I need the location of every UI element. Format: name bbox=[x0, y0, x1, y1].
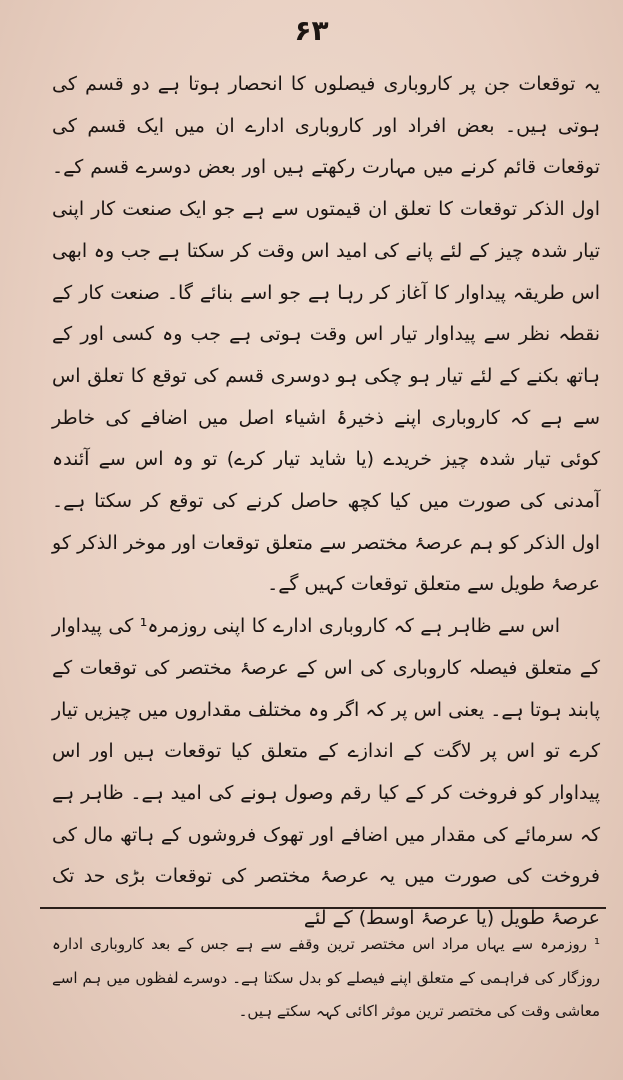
paragraph-1: یہ توقعات جن پر کاروباری فیصلوں کا انحصار ہوتا ہے دو قسم کی ہوتی ہیں۔ بعض افراد اور کاروباری ادارے ان میں ایک قسم کی توقعات قائم کرنے میں مہارت رکھتے ہیں اور بعض دوسرے قسم کے۔ اول الذکر توقعات کا تعلق ان قیمتوں سے ہے جو ایک صنعت کار اپنی تیار شدہ چیز کے لئے پانے کی امید اس وقت کر سکتا ہے جب وہ ابھی اس طریقہ پیداوار کا آغاز کر رہا ہے جو اسے بنائے گا۔ صنعت کار کے نقطہ نظر سے پیداوار تیار اس وقت ہوتی ہے جب وہ کسی اور کے ہاتھ بکنے کے لئے تیار ہو چکی ہو دوسری قسم کی توقع کا تعلق اس سے ہے کہ کاروباری اپنے ذخیرۂ اشیاء اصل میں اضافے کی خاطر کوئی تیار شدہ چیز خریدے (یا شاید تیار کرے) تو وہ اس سے آئندہ آمدنی کی صورت میں کیا کچھ حاصل کرنے کی توقع کر سکتا ہے۔ اول الذکر کو ہم عرصۂ مختصر سے متعلق توقعات اور موخر الذکر کو عرصۂ طویل سے متعلق توقعات کہیں گے۔ bbox=[52, 73, 600, 596]
page-number: ۶۳ bbox=[294, 14, 329, 47]
footnote: ¹ روزمرہ سے یہاں مراد اس مختصر ترین وقفے سے ہے جس کے بعد کاروباری ادارہ روزگار کی فراہمی کے متعلق اپنے فیصلے کو بدل سکتا ہے۔ دوسرے لفظوں میں ہم اسے معاشی وقت کی مختصر ترین موثر اکائی کہہ سکتے ہیں۔ bbox=[52, 935, 600, 1020]
footnote-divider bbox=[40, 907, 606, 909]
paragraph-2: اس سے ظاہر ہے کہ کاروباری ادارے کا اپنی روزمرہ¹ کی پیداوار کے متعلق فیصلہ کاروباری کی اس کے عرصۂ مختصر کی توقعات کے پابند ہوتا ہے۔ یعنی اس پر کہ اگر وہ مختلف مقداروں میں چیزیں تیار کرے تو اس پر لاگت کے اندازے کے متعلق کیا توقعات ہیں اور اس پیداوار کو فروخت کر کے کیا رقم وصول ہونے کی امید ہے۔ ظاہر ہے کہ سرمائے کی مقدار میں اضافے اور تھوک فروشوں کے ہاتھ مال کی فروخت کی صورت میں یہ عرصۂ مختصر کی توقعات بڑی حد تک عرصۂ طویل (یا عرصۂ اوسط) کے لئے bbox=[52, 615, 600, 930]
main-text bbox=[52, 64, 600, 940]
